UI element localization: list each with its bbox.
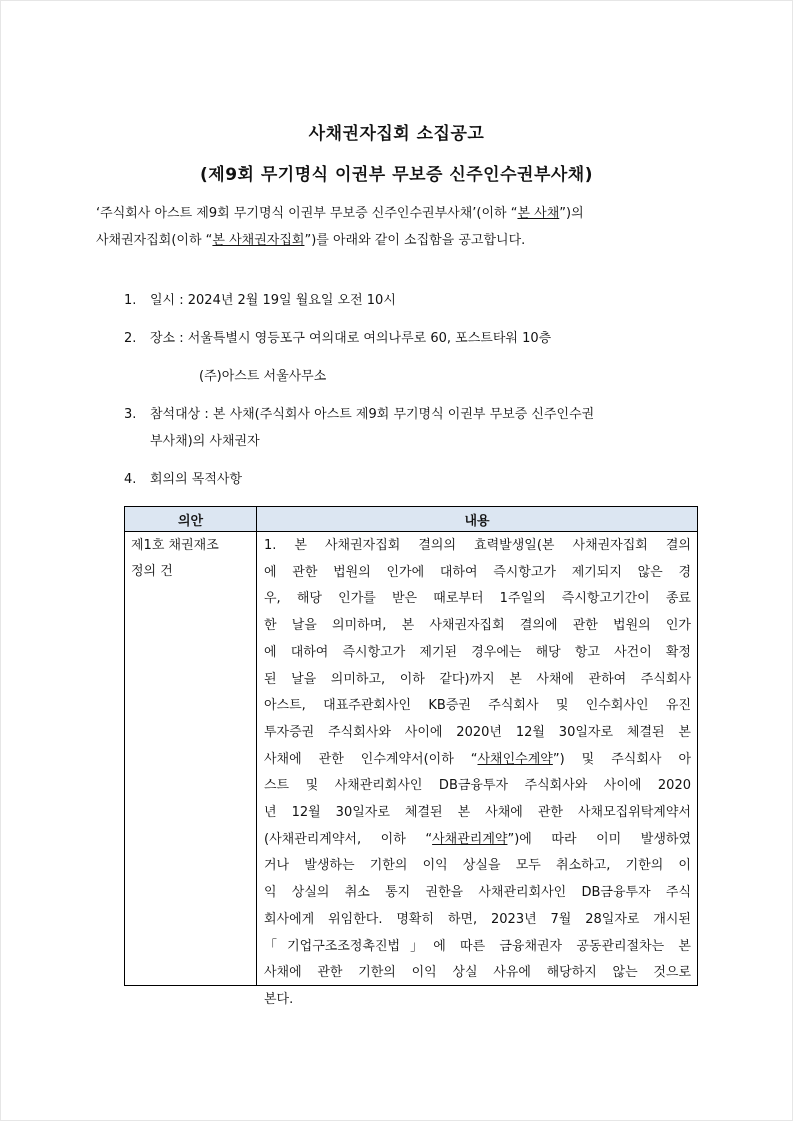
list-number: 2.: [124, 331, 137, 346]
intro-text: ”)를 아래와 같이 소집함을 공고합니다.: [304, 233, 526, 248]
table-header-row: [125, 507, 698, 532]
table-row: [125, 532, 698, 986]
intro-line-2: [96, 227, 700, 254]
intro-underlined-term: 본 사채: [517, 206, 560, 221]
agenda-title-line: 제1호 채권재조: [131, 538, 219, 553]
list-item-agenda: [124, 466, 243, 493]
agenda-table: [124, 506, 698, 1007]
content-underlined-term: 사채인수계약: [477, 751, 553, 767]
content-line: 「기업구조조정촉진법」에 따른 금융채권자 공동관리절차는 본: [264, 938, 691, 954]
intro-paragraph: [96, 200, 700, 254]
list-number: 3.: [124, 407, 137, 422]
list-item-datetime: [124, 287, 396, 314]
content-line: 익 상실의 취소 통지 권한을 사채관리회사인 DB금융투자 주식: [264, 885, 691, 901]
content-line: 에 대하여 즉시항고가 제기된 경우에는 해당 항고 사건이 확정: [264, 644, 691, 660]
content-cell: [257, 532, 698, 1007]
column-header-agenda: 의안: [125, 507, 257, 532]
content-text: ”) 및 주식회사 아: [552, 751, 691, 767]
content-line: 에 관한 법원의 인가에 대하여 즉시항고가 제기되지 않은 경: [264, 564, 691, 580]
agenda-title-line: 정의 건: [131, 564, 173, 579]
list-item-location: [124, 325, 552, 352]
content-line: [264, 747, 691, 774]
content-line: 거나 발생하는 기한의 이익 상실을 모두 취소하고, 기한의 이: [264, 858, 691, 874]
page-title: 사채권자집회 소집공고: [308, 124, 485, 144]
content-line: 투자증권 주식회사와 사이에 2020년 12월 30일자로 체결된 본: [264, 724, 691, 740]
content-line: 한 날을 의미하며, 본 사채권자집회 결의에 관한 법원의 인가: [264, 618, 691, 634]
content-underlined-term: 사채관리계약: [432, 831, 508, 847]
content-line: 된 날을 의미하고, 이하 같다)까지 본 사채에 관하여 주식회사: [264, 671, 691, 687]
intro-text: 사채권자집회(이하 “: [96, 233, 213, 248]
list-item-attendees: [124, 401, 595, 428]
content-line: 우, 해당 인가를 받은 때로부터 1주일의 즉시항고기간이 종료: [264, 591, 691, 607]
list-text: 일시 : 2024년 2월 19일 월요일 오전 10시: [150, 293, 396, 308]
content-line: 스트 및 사채관리회사인 DB금융투자 주식회사와 사이에 2020: [264, 778, 691, 794]
column-header-content: 내용: [257, 507, 698, 532]
intro-text: ‘주식회사 아스트 제9회 무기명식 이권부 무보증 신주인수권부사채’(이하 “: [96, 206, 518, 221]
list-text: 장소 : 서울특별시 영등포구 여의대로 여의나루로 60, 포스트타워 10층: [150, 331, 552, 346]
content-line: 사채에 관한 기한의 이익 상실 사유에 해당하지 않는 것으로: [264, 965, 691, 981]
content-line: 1. 본 사채권자집회 결의의 효력발생일(본 사채권자집회 결의: [264, 538, 691, 553]
content-line: 년 12월 30일자로 체결된 본 사채에 관한 사채모집위탁계약서: [264, 805, 691, 821]
list-text: 회의의 목적사항: [150, 472, 243, 487]
intro-underlined-term: 본 사채권자집회: [212, 233, 305, 248]
intro-line-1: [96, 200, 700, 227]
attendees-continuation: 부사채)의 사채권자: [150, 434, 260, 449]
list-number: 4.: [124, 472, 137, 487]
page-subtitle: (제9회 무기명식 이권부 무보증 신주인수권부사채): [200, 165, 593, 185]
location-subline: (주)아스트 서울사무소: [199, 369, 327, 384]
intro-text: ”)의: [559, 206, 584, 221]
content-text: (사채관리계약서, 이하 “: [264, 831, 433, 847]
content-text: 사채에 관한 인수계약서(이하 “: [264, 751, 478, 767]
list-number: 1.: [124, 293, 137, 308]
content-line: 아스트, 대표주관회사인 KB증권 주식회사 및 인수회사인 유진: [264, 698, 691, 714]
content-line: 회사에게 위임한다. 명확히 하면, 2023년 7월 28일자로 개시된: [264, 911, 691, 927]
agenda-cell: [125, 532, 257, 986]
content-line: 본다.: [264, 991, 294, 1007]
list-text: 참석대상 : 본 사채(주식회사 아스트 제9회 무기명식 이권부 무보증 신주인수권: [150, 407, 595, 422]
content-text: ”)에 따라 이미 발생하였: [507, 831, 691, 847]
content-line: [264, 827, 691, 854]
